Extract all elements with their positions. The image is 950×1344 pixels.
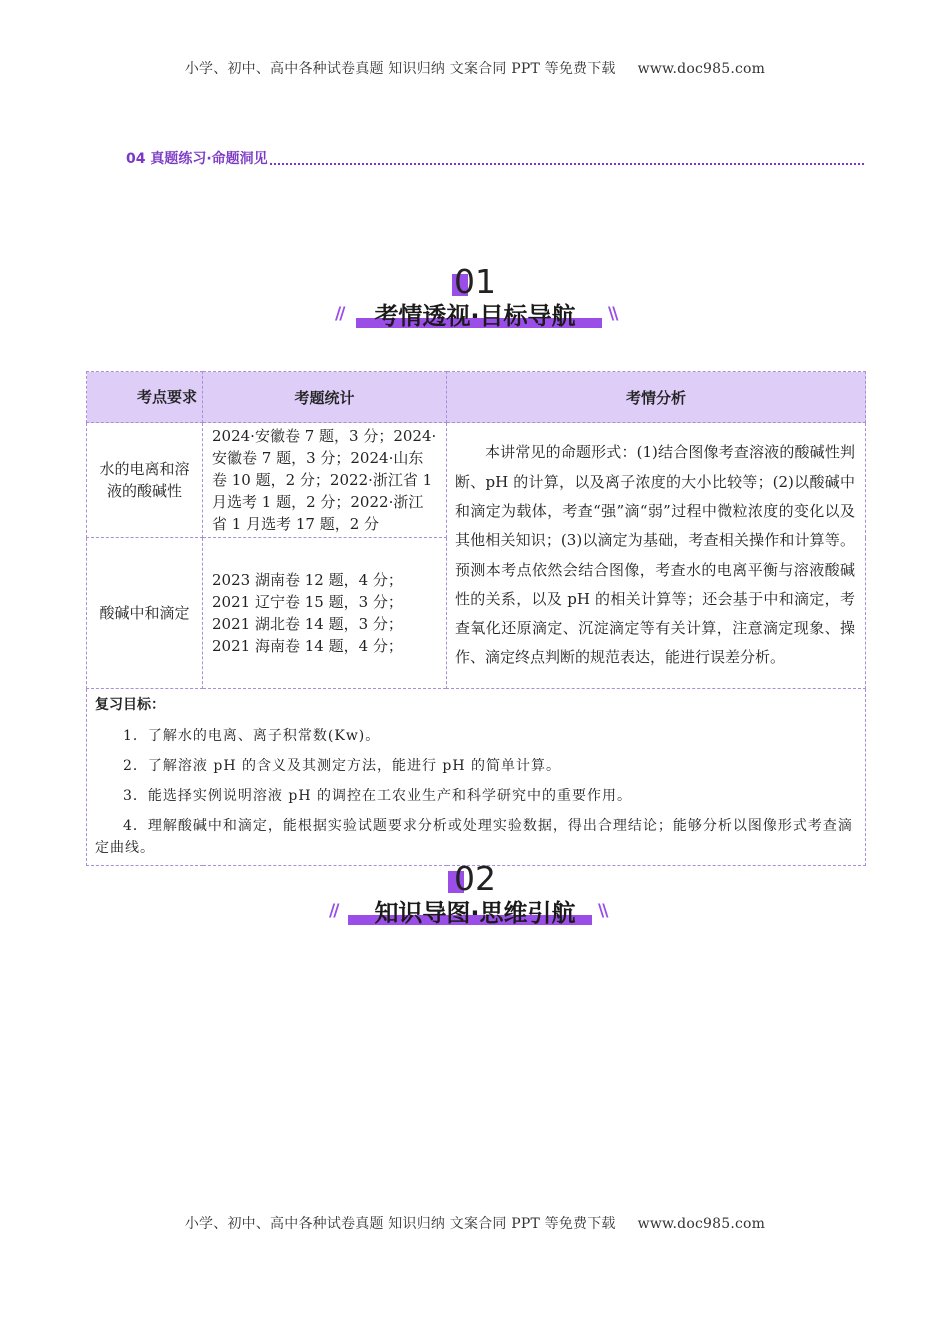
footer-url-link[interactable]: www.doc985.com	[637, 1216, 766, 1232]
section-title: 考情透视·目标导航	[374, 302, 576, 330]
column-header-stats: 考题统计	[203, 372, 447, 423]
page-header	[0, 58, 950, 78]
toc-entry-label: 04 真题练习·命题洞见	[126, 151, 268, 167]
analysis-cell: 本讲常见的命题形式：(1)结合图像考查溶液的酸碱性判断、pH 的计算，以及离子浓度的大小比较等；(2)以酸碱中和滴定为载体，考查“强”滴“弱”过程中微粒浓度的变化以及其他相关知识；(3)以滴定为基础，考查相关操作和计算等。预测本考点依然会结合图像，考查水的电离平衡与溶液酸碱性的关系，以及 pH 的相关计算等；还会基于中和滴定，考查氧化还原滴定、沉淀滴定等有关计算，注意滴定现象、操作、滴定终点判断的规范表达，能进行误差分析。	[447, 423, 866, 689]
right-slash-decoration: \\	[608, 304, 617, 324]
review-goal-item: 1．了解水的电离、离子积常数(Kw)。	[123, 728, 381, 744]
review-goal-item: 4．理解酸碱中和滴定，能根据实验试题要求分析或处理实验数据，得出合理结论；能够分析以图像形式考查滴定曲线。	[95, 818, 853, 856]
header-text: 小学、初中、高中各种试卷真题 知识归纳 文案合同 PPT 等免费下载	[184, 61, 616, 77]
review-goals-cell	[87, 689, 866, 866]
column-header-topic: 考点要求	[87, 372, 203, 423]
review-goal-item: 2．了解溶液 pH 的含义及其测定方法，能进行 pH 的简单计算。	[123, 758, 562, 774]
section-number: 01	[454, 262, 496, 301]
exam-analysis-table	[86, 371, 866, 866]
table-row	[87, 423, 866, 538]
stats-cell: 2024·安徽卷 7 题，3 分；2024·安徽卷 7 题，3 分；2024·山东卷 10 题，2 分；2022·浙江省 1 月选考 1 题，2 分；2022·浙江省 1 月选考 17 题，2 分	[203, 423, 447, 538]
right-slash-decoration: \\	[598, 901, 607, 921]
topic-cell: 水的电离和溶液的酸碱性	[87, 423, 203, 538]
footer-text: 小学、初中、高中各种试卷真题 知识归纳 文案合同 PPT 等免费下载	[184, 1216, 616, 1232]
stats-cell: 2023 湖南卷 12 题，4 分；2021 辽宁卷 15 题，3 分；2021 湖北卷 14 题，3 分；2021 海南卷 14 题，4 分；	[203, 538, 447, 689]
review-goals-row	[87, 689, 866, 866]
section-02-heading	[0, 859, 950, 939]
section-01-heading	[0, 262, 950, 342]
toc-leader-dots	[270, 163, 864, 165]
topic-cell: 酸碱中和滴定	[87, 538, 203, 689]
review-goal-item: 3．能选择实例说明溶液 pH 的调控在工农业生产和科学研究中的重要作用。	[123, 788, 632, 804]
column-header-analysis: 考情分析	[447, 372, 866, 423]
table-header-row	[87, 372, 866, 423]
section-title: 知识导图·思维引航	[374, 899, 576, 927]
left-slash-decoration: //	[335, 304, 344, 324]
review-goals-title: 复习目标：	[95, 697, 165, 713]
toc-entry-04[interactable]	[126, 148, 864, 168]
header-url-link[interactable]: www.doc985.com	[637, 61, 766, 77]
section-number: 02	[454, 859, 496, 898]
page-footer	[0, 1213, 950, 1233]
left-slash-decoration: //	[329, 901, 338, 921]
